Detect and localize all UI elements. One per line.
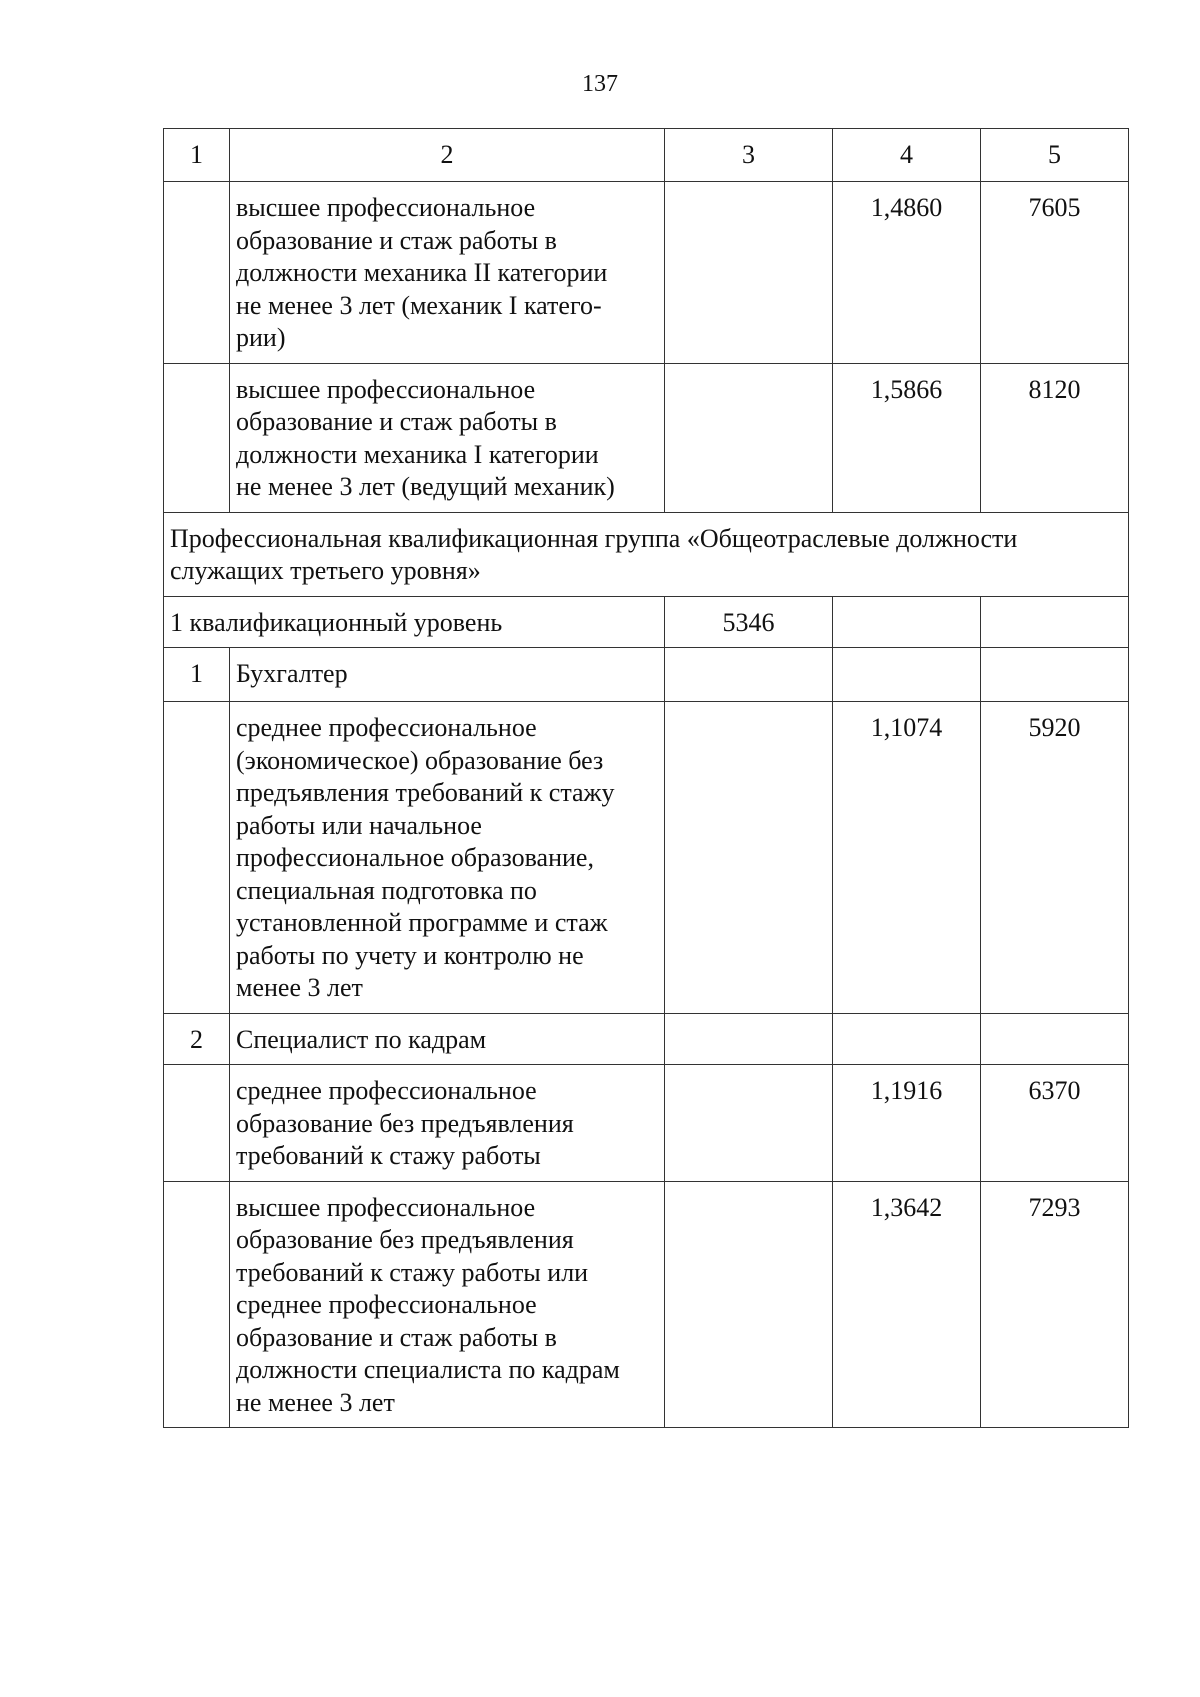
row-number-cell bbox=[164, 363, 230, 512]
requirement-cell: высшее профессиональное образование без предъявления требований к стажу работы или среднее профессиональное образование и стаж работы в должности специалиста по кадрам не менее 3 лет bbox=[230, 1181, 665, 1428]
position-title: Специалист по кадрам bbox=[230, 1013, 665, 1065]
base-salary-cell bbox=[665, 648, 833, 702]
level-label: 1 квалификационный уровень bbox=[164, 596, 665, 648]
base-salary-cell bbox=[665, 1181, 833, 1428]
base-salary-cell: 5346 bbox=[665, 596, 833, 648]
coefficient-cell: 1,4860 bbox=[833, 182, 981, 364]
row-number-cell: 1 bbox=[164, 648, 230, 702]
coefficient-cell: 1,1916 bbox=[833, 1065, 981, 1182]
base-salary-cell bbox=[665, 363, 833, 512]
coefficient-cell bbox=[833, 1013, 981, 1065]
table-row bbox=[164, 702, 1129, 1014]
salary-cell bbox=[981, 648, 1129, 702]
coefficient-cell: 1,1074 bbox=[833, 702, 981, 1014]
base-salary-cell bbox=[665, 1065, 833, 1182]
header-row bbox=[164, 129, 1129, 182]
group-title: Профессиональная квалификационная группа «Общеотраслевые должности служащих третьего уровня» bbox=[164, 512, 1129, 596]
header-cell: 5 bbox=[981, 129, 1129, 182]
salary-cell: 5920 bbox=[981, 702, 1129, 1014]
salary-cell: 8120 bbox=[981, 363, 1129, 512]
header-cell: 2 bbox=[230, 129, 665, 182]
requirement-cell: высшее профессиональное образование и стаж работы в должности механика I категории не менее 3 лет (ведущий механик) bbox=[230, 363, 665, 512]
salary-cell bbox=[981, 1013, 1129, 1065]
row-number-cell bbox=[164, 1065, 230, 1182]
base-salary-cell bbox=[665, 182, 833, 364]
group-row bbox=[164, 512, 1129, 596]
position-row bbox=[164, 1013, 1129, 1065]
base-salary-cell bbox=[665, 702, 833, 1014]
base-salary-cell bbox=[665, 1013, 833, 1065]
table-row bbox=[164, 363, 1129, 512]
coefficient-cell bbox=[833, 596, 981, 648]
row-number-cell bbox=[164, 182, 230, 364]
salary-cell: 6370 bbox=[981, 1065, 1129, 1182]
header-cell: 3 bbox=[665, 129, 833, 182]
header-cell: 4 bbox=[833, 129, 981, 182]
row-number-cell bbox=[164, 702, 230, 1014]
row-number-cell: 2 bbox=[164, 1013, 230, 1065]
requirement-cell: высшее профессиональное образование и стаж работы в должности механика II категории не менее 3 лет (механик I катего- рии) bbox=[230, 182, 665, 364]
requirement-cell: среднее профессиональное (экономическое) образование без предъявления требований к стажу работы или начальное профессиональное образование, специальная подготовка по установленной программе и стаж работы по учету и контролю не менее 3 лет bbox=[230, 702, 665, 1014]
coefficient-cell bbox=[833, 648, 981, 702]
level-row bbox=[164, 596, 1129, 648]
page-number: 137 bbox=[582, 71, 618, 97]
coefficient-cell: 1,5866 bbox=[833, 363, 981, 512]
salary-cell: 7605 bbox=[981, 182, 1129, 364]
table-row bbox=[164, 1181, 1129, 1428]
coefficient-cell: 1,3642 bbox=[833, 1181, 981, 1428]
position-row bbox=[164, 648, 1129, 702]
salary-cell: 7293 bbox=[981, 1181, 1129, 1428]
salary-table bbox=[163, 128, 1129, 1428]
table-row bbox=[164, 182, 1129, 364]
row-number-cell bbox=[164, 1181, 230, 1428]
position-title: Бухгалтер bbox=[230, 648, 665, 702]
table-row bbox=[164, 1065, 1129, 1182]
header-cell: 1 bbox=[164, 129, 230, 182]
requirement-cell: среднее профессиональное образование без предъявления требований к стажу работы bbox=[230, 1065, 665, 1182]
salary-cell bbox=[981, 596, 1129, 648]
